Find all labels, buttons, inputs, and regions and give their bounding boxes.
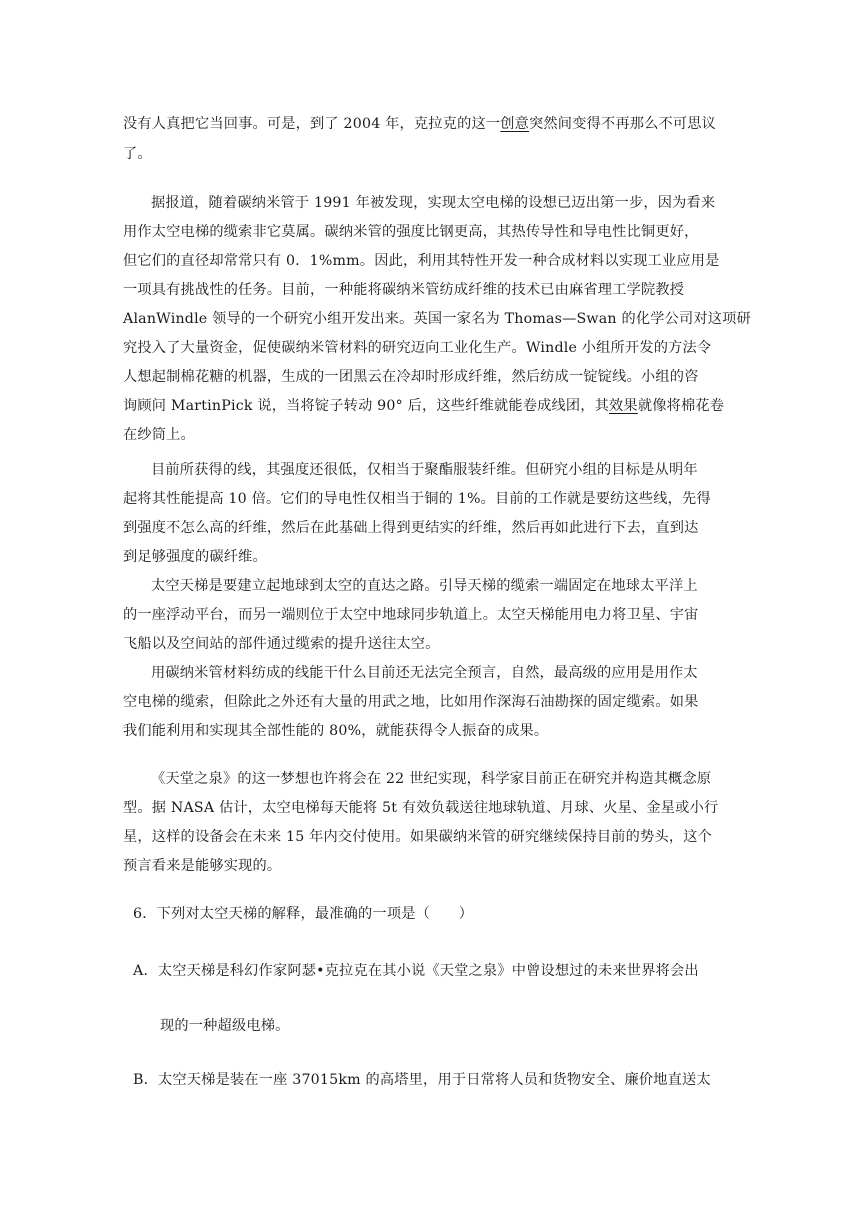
paragraph-line: AlanWindle 领导的一个研究小组开发出来。英国一家名为 Thomas—Swan 的化学公司对这项研	[123, 311, 751, 327]
paragraph-line: 了。	[123, 146, 152, 162]
paragraph-line: 到强度不怎么高的纤维，然后在此基础上得到更结实的纤维，然后再如此进行下去，直到达	[123, 520, 699, 536]
paragraph-line: 人想起制棉花糖的机器，生成的一团黑云在冷却时形成纤维，然后纺成一锭锭线。小组的咨	[123, 369, 699, 385]
paragraph-line: 的一座浮动平台，而另一端则位于太空中地球同步轨道上。太空天梯能用电力将卫星、宇宙	[123, 607, 699, 623]
underlined-word: 效果	[609, 398, 638, 414]
question-stem: 6．下列对太空天梯的解释，最准确的一项是（ ）	[133, 906, 474, 922]
underlined-word: 创意	[500, 116, 530, 132]
paragraph-line: 《天堂之泉》的这一梦想也许将会在 22 世纪实现，科学家目前正在研究并构造其概念原	[151, 771, 712, 787]
option-a: A．太空天梯是科幻作家阿瑟•克拉克在其小说《天堂之泉》中曾设想过的未来世界将会出	[133, 963, 699, 979]
paragraph-line	[123, 397, 724, 415]
paragraph-line: 到足够强度的碳纤维。	[123, 549, 267, 565]
paragraph-line	[123, 115, 716, 133]
paragraph-line: 空电梯的缆索，但除此之外还有大量的用武之地，比如用作深海石油勘探的固定缆索。如果	[123, 694, 699, 710]
paragraph-line: 但它们的直径却常常只有 0．1%mm。因此，利用其特性开发一种合成材料以实现工业应用是	[123, 253, 720, 269]
paragraph-line: 起将其性能提高 10 倍。它们的导电性仅相当于铜的 1%。目前的工作就是要纺这些线，先得	[123, 491, 711, 507]
paragraph-line: 型。据 NASA 估计，太空电梯每天能将 5t 有效负载送往地球轨道、月球、火星、金星或小行	[123, 800, 719, 816]
paragraph-line: 星，这样的设备会在未来 15 年内交付使用。如果碳纳米管的研究继续保持目前的势头，这个	[123, 829, 712, 845]
paragraph-line: 在纱筒上。	[123, 427, 195, 443]
text-run: 没有人真把它当回事。可是，到了 2004 年，克拉克的这一	[123, 116, 501, 132]
text-run: 突然间变得不再那么不可思议	[529, 116, 717, 132]
paragraph-line: 预言看来是能够实现的。	[123, 858, 282, 874]
option-b: B．太空天梯是装在一座 37015km 的高塔里，用于日常将人员和货物安全、廉价地直送太	[133, 1072, 711, 1088]
paragraph-line: 飞船以及空间站的部件通过缆索的提升送往太空。	[123, 636, 440, 652]
paragraph-line: 用作太空电梯的缆索非它莫属。碳纳米管的强度比钢更高，其热传导性和导电性比铜更好，	[123, 224, 699, 240]
paragraph-line: 我们能利用和实现其全部性能的 80%，就能获得令人振奋的成果。	[123, 723, 549, 739]
option-a-continued: 现的一种超级电梯。	[160, 1018, 290, 1034]
paragraph-line: 一项具有挑战性的任务。目前，一种能将碳纳米管纺成纤维的技术已由麻省理工学院教授	[123, 282, 685, 298]
paragraph-line: 据报道，随着碳纳米管于 1991 年被发现，实现太空电梯的设想已迈出第一步，因为看来	[151, 195, 716, 211]
paragraph-line: 用碳纳米管材料纺成的线能干什么目前还无法完全预言，自然，最高级的应用是用作太	[151, 665, 698, 681]
text-run: 询顾问 MartinPick 说，当将锭子转动 90° 后，这些纤维就能卷成线团，其	[123, 398, 610, 414]
paragraph-line: 究投入了大量资金，促使碳纳米管材料的研究迈向工业化生产。Windle 小组所开发的方法令	[123, 340, 712, 356]
paragraph-line: 目前所获得的线，其强度还很低，仅相当于聚酯服装纤维。但研究小组的目标是从明年	[151, 462, 698, 478]
paragraph-line: 太空天梯是要建立起地球到太空的直达之路。引导天梯的缆索一端固定在地球太平洋上	[151, 578, 698, 594]
text-run: 就像将棉花卷	[637, 398, 725, 414]
